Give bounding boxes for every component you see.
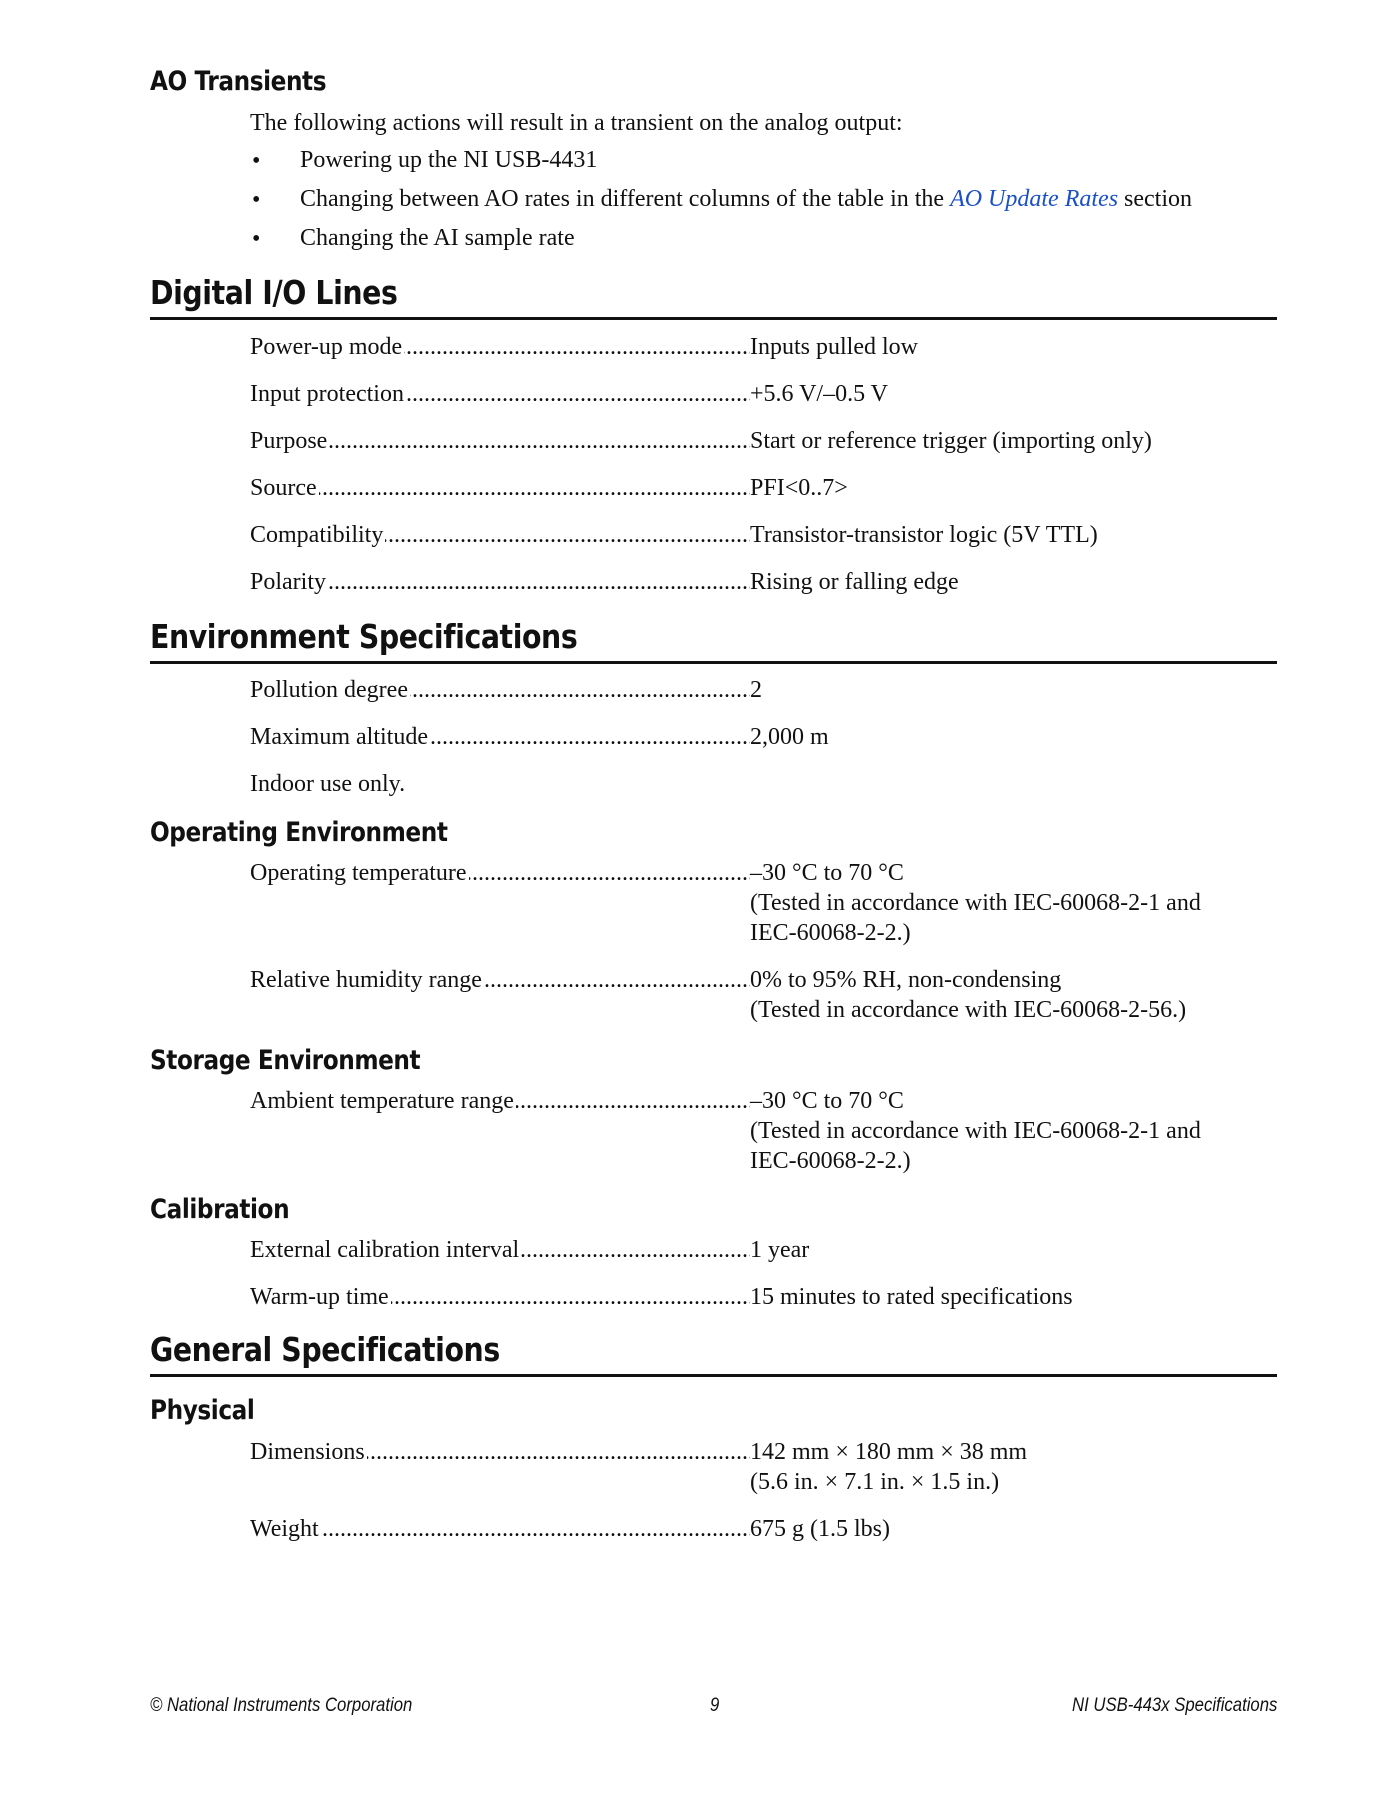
spec-note: (5.6 in. × 7.1 in. × 1.5 in.)	[750, 1469, 1000, 1495]
spec-label: Input protection	[250, 381, 404, 407]
spec-label: Power-up mode	[250, 334, 403, 360]
spec-value: Start or reference trigger (importing only)	[750, 428, 1152, 454]
spec-row	[250, 1437, 1290, 1467]
spec-label: Maximum altitude	[250, 724, 428, 750]
bullet-icon: •	[252, 226, 261, 252]
spec-value: –30 °C to 70 °C	[750, 1088, 904, 1114]
spec-label: External calibration interval	[250, 1237, 520, 1263]
section-heading-digital-io: Digital I/O Lines	[150, 273, 398, 312]
spec-row	[250, 567, 1290, 597]
spec-label: Purpose	[250, 428, 328, 454]
spec-label: Source	[250, 475, 317, 501]
spec-value: –30 °C to 70 °C	[750, 860, 904, 886]
spec-label: Ambient temperature range	[250, 1088, 514, 1114]
section-heading-physical: Physical	[150, 1395, 255, 1426]
bullet-icon: •	[252, 148, 261, 174]
spec-row	[250, 965, 1290, 995]
spec-value: 2	[750, 677, 762, 703]
spec-row	[250, 520, 1290, 550]
spec-label: Warm-up time	[250, 1284, 389, 1310]
spec-value: 0% to 95% RH, non-condensing	[750, 967, 1062, 993]
section-divider	[150, 661, 1277, 664]
spec-value: 675 g (1.5 lbs)	[750, 1516, 890, 1542]
spec-row	[250, 473, 1290, 503]
ao-transients-bullet-3: Changing the AI sample rate	[300, 225, 575, 251]
spec-note: (Tested in accordance with IEC-60068-2-56.)	[750, 997, 1187, 1023]
spec-row	[250, 1086, 1290, 1116]
spec-note: (Tested in accordance with IEC-60068-2-1 and	[750, 890, 1201, 916]
spec-row	[250, 1282, 1290, 1312]
spec-value: 142 mm × 180 mm × 38 mm	[750, 1439, 1028, 1465]
section-heading-calibration: Calibration	[150, 1194, 290, 1225]
footer-copyright: © National Instruments Corporation	[150, 1695, 413, 1716]
bullet-2-suffix: section	[1124, 186, 1193, 212]
spec-label: Operating temperature	[250, 860, 467, 886]
spec-value: 1 year	[750, 1237, 810, 1263]
spec-note: (Tested in accordance with IEC-60068-2-1 and	[750, 1118, 1201, 1144]
spec-note: IEC-60068-2-2.)	[750, 920, 911, 946]
spec-row	[250, 722, 1290, 752]
spec-label: Dimensions	[250, 1439, 365, 1465]
section-divider	[150, 317, 1277, 320]
spec-value: Transistor-transistor logic (5V TTL)	[750, 522, 1098, 548]
spec-value: PFI<0..7>	[750, 475, 848, 501]
spec-row	[250, 675, 1290, 705]
section-divider	[150, 1374, 1277, 1377]
section-heading-storage-environment: Storage Environment	[150, 1045, 421, 1076]
ao-transients-bullet-1: Powering up the NI USB-4431	[300, 147, 598, 173]
spec-label: Compatibility	[250, 522, 384, 548]
spec-row	[250, 858, 1290, 888]
spec-value: 2,000 m	[750, 724, 829, 750]
spec-row	[250, 332, 1290, 362]
spec-row	[250, 1235, 1290, 1265]
spec-row	[250, 426, 1290, 456]
spec-label: Weight	[250, 1516, 319, 1542]
ao-transients-intro: The following actions will result in a transient on the analog output:	[250, 110, 903, 136]
spec-row	[250, 1514, 1290, 1544]
spec-label: Relative humidity range	[250, 967, 482, 993]
spec-value: Rising or falling edge	[750, 569, 959, 595]
spec-row	[250, 379, 1290, 409]
bullet-icon: •	[252, 187, 261, 213]
section-heading-general: General Specifications	[150, 1330, 500, 1369]
ao-transients-bullet-2	[300, 184, 1192, 214]
footer-document-title: NI USB-443x Specifications	[1071, 1695, 1277, 1716]
indoor-use-note: Indoor use only.	[250, 771, 406, 797]
ao-update-rates-link[interactable]: AO Update Rates	[950, 186, 1119, 212]
footer-page-number: 9	[710, 1695, 720, 1716]
bullet-2-text: Changing between AO rates in different columns of the table in the	[300, 186, 945, 212]
spec-note: IEC-60068-2-2.)	[750, 1148, 911, 1174]
section-heading-ao-transients: AO Transients	[150, 66, 327, 97]
spec-value: 15 minutes to rated specifications	[750, 1284, 1073, 1310]
section-heading-environment: Environment Specifications	[150, 617, 578, 656]
spec-label: Pollution degree	[250, 677, 408, 703]
spec-label: Polarity	[250, 569, 326, 595]
section-heading-operating-environment: Operating Environment	[150, 817, 448, 848]
spec-value: +5.6 V/–0.5 V	[750, 381, 888, 407]
spec-value: Inputs pulled low	[750, 334, 918, 360]
